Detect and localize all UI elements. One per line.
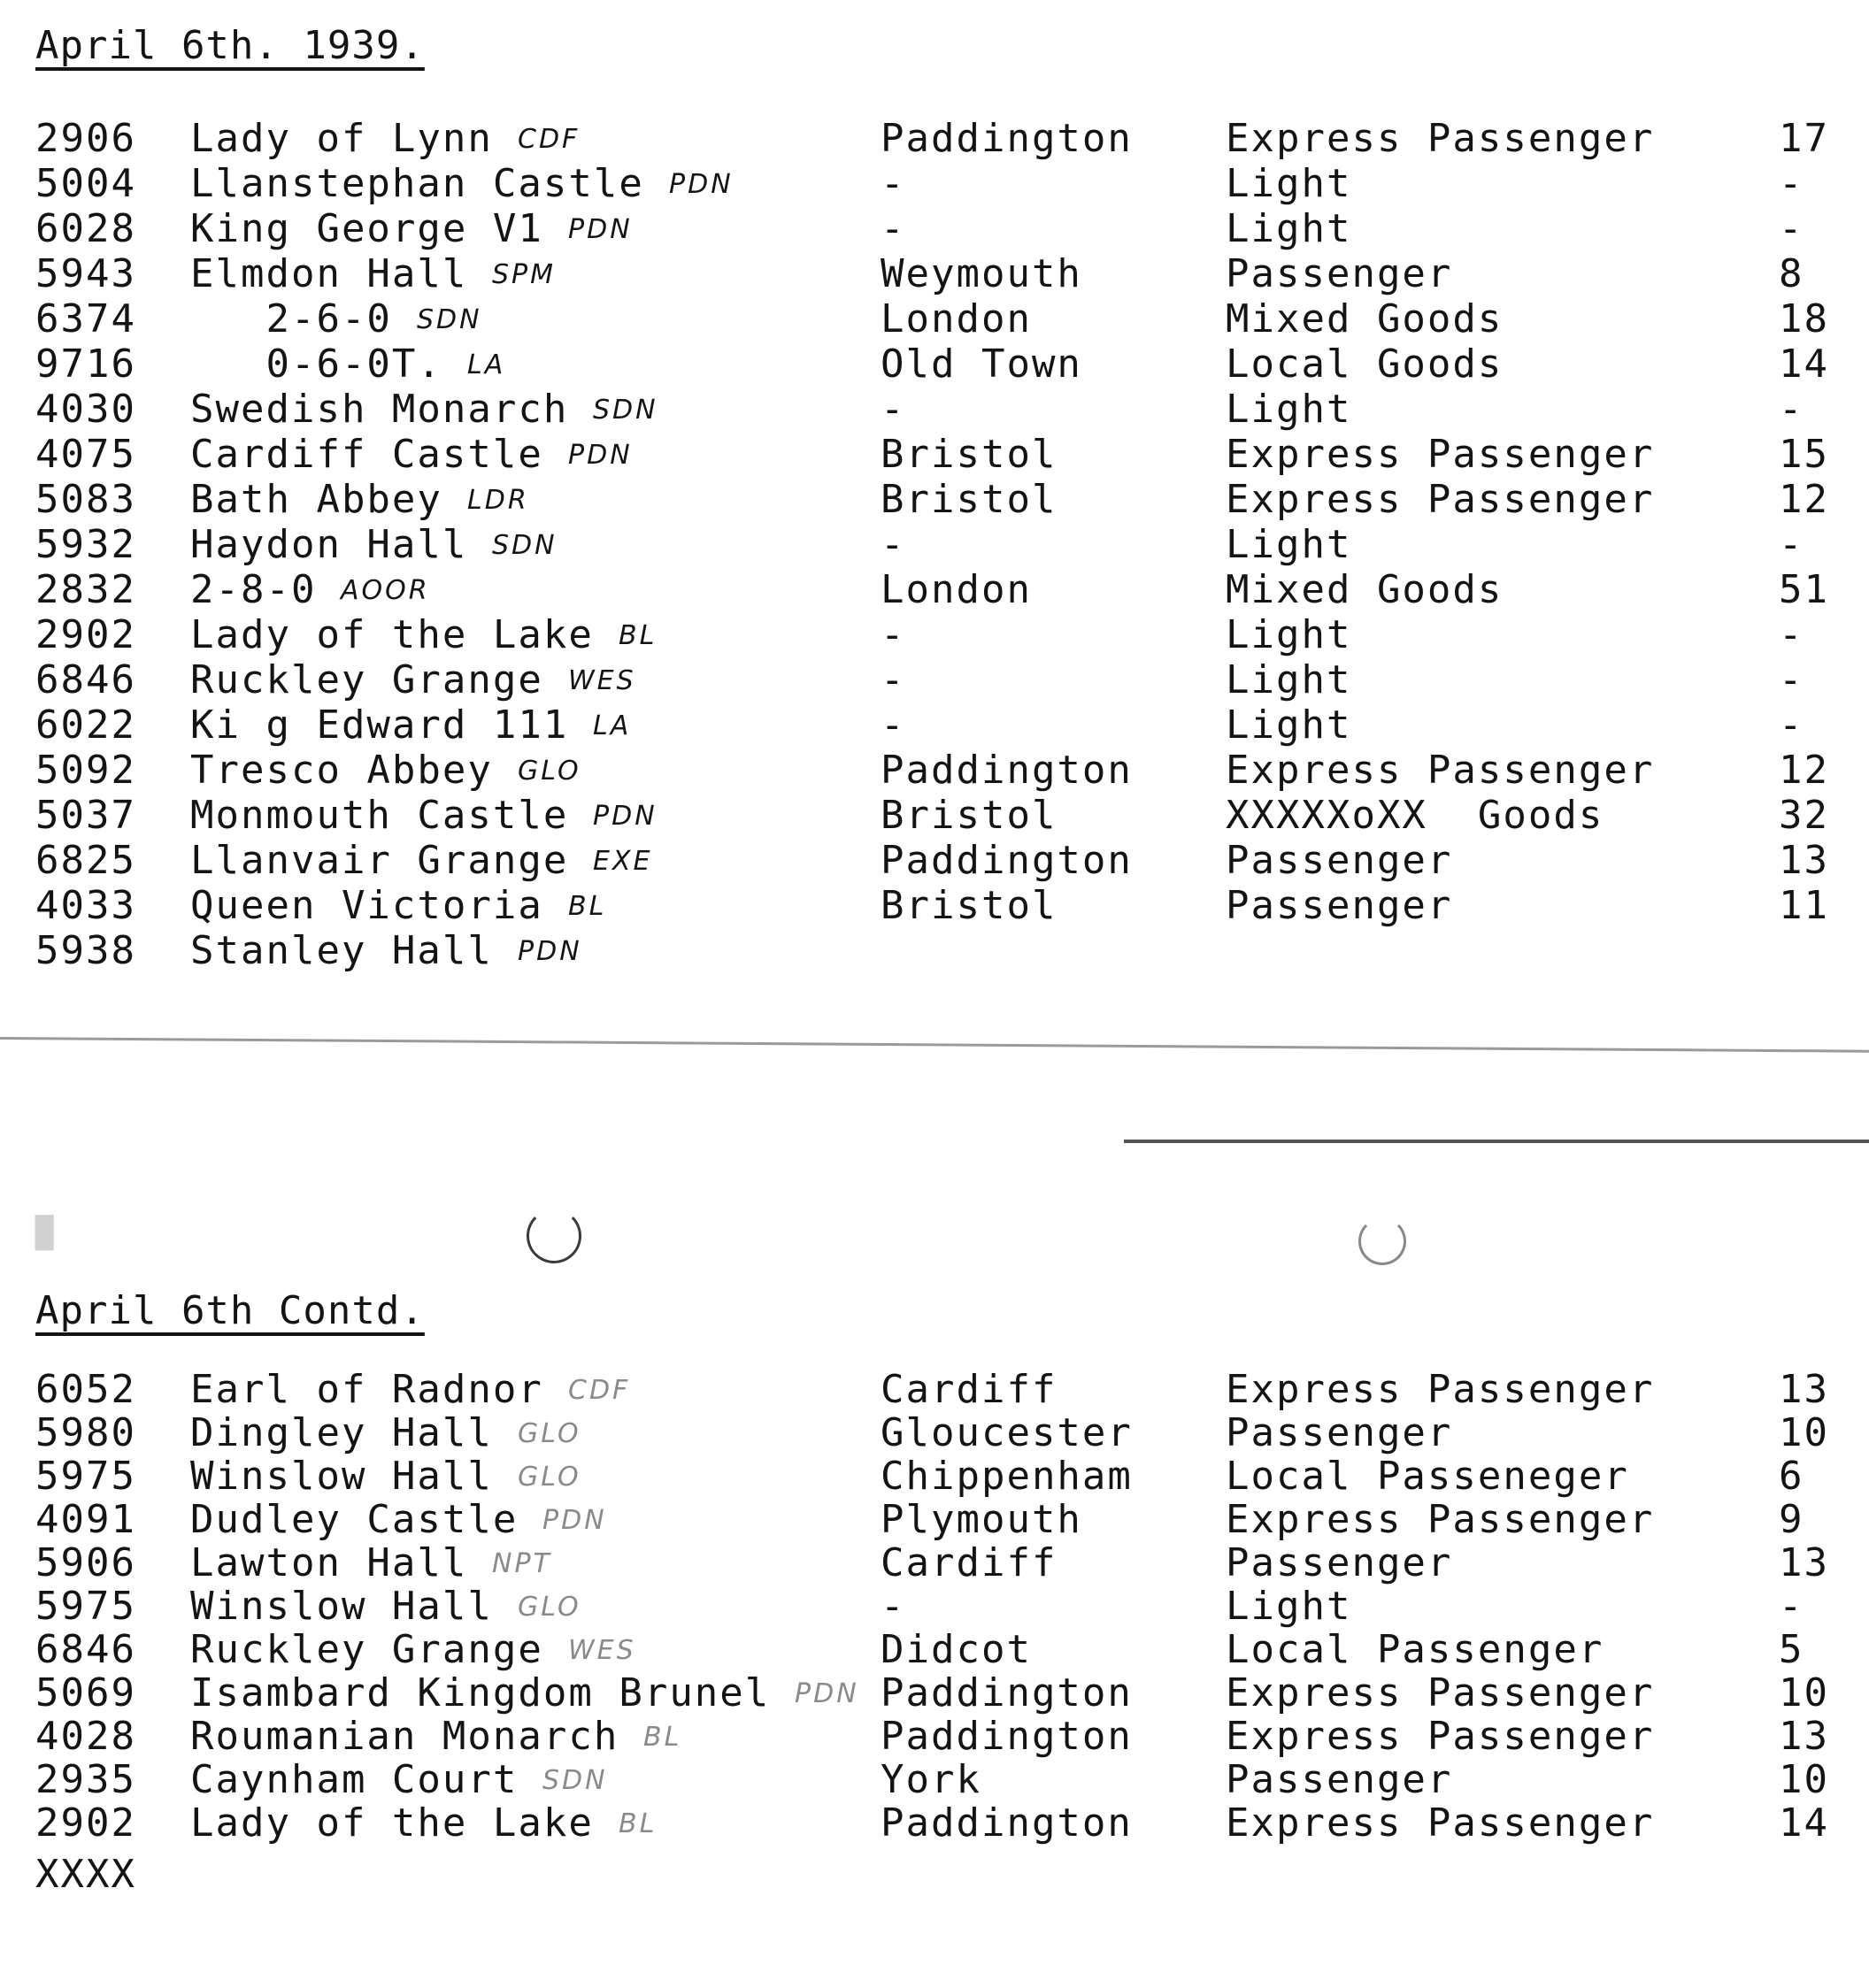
train-type: Light (1226, 206, 1352, 251)
load-count: 14 (1779, 342, 1829, 387)
shed-code: SDN (492, 530, 558, 561)
train-destination: - (881, 161, 906, 206)
train-type: Local Passenger (1226, 1627, 1604, 1672)
engine-number: 2935 (35, 1757, 136, 1802)
table-row (0, 884, 1869, 928)
engine-name: Winslow Hall (190, 1584, 493, 1629)
continuation-heading: April 6th Contd. (35, 1288, 425, 1333)
engine-name: King George V1 (190, 206, 543, 251)
table-row (0, 839, 1869, 883)
engine-number: 5004 (35, 161, 136, 206)
table-row (0, 1541, 1869, 1585)
page-title: April 6th. 1939. (35, 23, 425, 68)
engine-name: Swedish Monarch (190, 387, 569, 432)
load-count: - (1779, 387, 1804, 432)
train-destination: - (881, 612, 906, 657)
train-destination: Bristol (881, 883, 1058, 928)
engine-number: 2832 (35, 567, 136, 612)
train-type: Mixed Goods (1226, 296, 1504, 342)
shed-code: PDN (568, 440, 633, 471)
table-row (0, 703, 1869, 748)
engine-number: 5069 (35, 1670, 136, 1716)
engine-number: 5975 (35, 1454, 136, 1499)
shed-code: PDN (593, 801, 658, 832)
train-destination: - (881, 206, 906, 251)
engine-number: 5975 (35, 1584, 136, 1629)
train-destination: Plymouth (881, 1497, 1082, 1542)
engine-number: 2902 (35, 1800, 136, 1846)
train-destination: Old Town (881, 342, 1082, 387)
table-row (0, 523, 1869, 567)
engine-name: 2-6-0 (190, 296, 392, 342)
engine-name: Bath Abbey (190, 477, 442, 522)
engine-name: Roumanian Monarch (190, 1714, 619, 1759)
train-destination: Cardiff (881, 1367, 1058, 1412)
train-destination: - (881, 702, 906, 748)
shed-code: LDR (467, 485, 529, 516)
train-destination: - (881, 1584, 906, 1629)
train-type: Express Passenger (1226, 1670, 1655, 1716)
engine-name: 2-8-0 (190, 567, 317, 612)
load-count: 10 (1779, 1410, 1829, 1455)
table-row (0, 658, 1869, 702)
load-count: - (1779, 206, 1804, 251)
load-count: 13 (1779, 838, 1829, 883)
engine-name: Haydon Hall (190, 522, 468, 567)
engine-number: 5938 (35, 928, 136, 973)
load-count: 8 (1779, 251, 1804, 296)
shed-code: PDN (669, 169, 734, 200)
engine-name: Llanvair Grange (190, 838, 569, 883)
engine-name: Ki g Edward 111 (190, 702, 569, 748)
shed-code: SDN (593, 395, 658, 426)
engine-number: 6846 (35, 1627, 136, 1672)
shed-code: WES (568, 665, 636, 696)
table-row (0, 794, 1869, 838)
train-type: Express Passenger (1226, 1714, 1655, 1759)
train-type: Express Passenger (1226, 116, 1655, 161)
shed-code: WES (568, 1635, 636, 1666)
train-type: Passenger (1226, 1540, 1453, 1585)
table-row (0, 1368, 1869, 1412)
engine-name: Llanstephan Castle (190, 161, 644, 206)
engine-number: 6846 (35, 657, 136, 702)
engine-number: 5092 (35, 748, 136, 793)
shed-code: PDN (518, 936, 582, 967)
engine-number: 5932 (35, 522, 136, 567)
engine-number: 4091 (35, 1497, 136, 1542)
train-type: Passenger (1226, 251, 1453, 296)
table-row (0, 1455, 1869, 1499)
load-count: 13 (1779, 1540, 1829, 1585)
train-type: Express Passenger (1226, 432, 1655, 477)
shed-code: LA (467, 349, 506, 380)
train-destination: Gloucester (881, 1410, 1133, 1455)
engine-name: Ruckley Grange (190, 657, 543, 702)
shed-code: PDN (795, 1678, 859, 1709)
bleed-through-mark: █ (35, 1216, 54, 1251)
train-type: Express Passenger (1226, 1367, 1655, 1412)
train-destination: London (881, 296, 1032, 342)
load-count: 12 (1779, 477, 1829, 522)
load-count: - (1779, 522, 1804, 567)
engine-name: Ruckley Grange (190, 1627, 543, 1672)
engine-number: 4033 (35, 883, 136, 928)
shed-code: LA (593, 710, 632, 741)
load-count: - (1779, 612, 1804, 657)
shed-code: GLO (518, 756, 581, 787)
shed-code: CDF (518, 124, 581, 155)
train-type: Passenger (1226, 838, 1453, 883)
engine-number: 4075 (35, 432, 136, 477)
train-destination: Bristol (881, 793, 1058, 838)
table-row (0, 162, 1869, 206)
engine-number: 5943 (35, 251, 136, 296)
engine-name: Queen Victoria (190, 883, 543, 928)
engine-name: Lady of the Lake (190, 1800, 594, 1846)
train-type: Light (1226, 387, 1352, 432)
engine-number: 5980 (35, 1410, 136, 1455)
shed-code: SDN (417, 304, 482, 335)
load-count: 5 (1779, 1627, 1804, 1672)
train-type: Light (1226, 657, 1352, 702)
train-type: Passenger (1226, 1410, 1453, 1455)
train-type: Mixed Goods (1226, 567, 1504, 612)
engine-number: 5906 (35, 1540, 136, 1585)
shed-code: BL (568, 891, 607, 922)
bottom-sheet (0, 1136, 1869, 1909)
train-destination: - (881, 522, 906, 567)
trailing-mark-row (0, 1853, 1869, 1897)
shed-code: PDN (542, 1505, 607, 1536)
load-count: 15 (1779, 432, 1829, 477)
train-destination: Paddington (881, 748, 1133, 793)
engine-name: 0-6-0T. (190, 342, 442, 387)
train-destination: Cardiff (881, 1540, 1058, 1585)
engine-name: Winslow Hall (190, 1454, 493, 1499)
table-row (0, 433, 1869, 477)
train-type: Light (1226, 1584, 1352, 1629)
load-count: 10 (1779, 1757, 1829, 1802)
table-row (0, 117, 1869, 161)
train-destination: London (881, 567, 1032, 612)
train-destination: Weymouth (881, 251, 1082, 296)
load-count: - (1779, 1584, 1804, 1629)
train-destination: Bristol (881, 477, 1058, 522)
table-row (0, 1758, 1869, 1802)
engine-name: Lady of the Lake (190, 612, 594, 657)
table-row (0, 613, 1869, 657)
load-count: - (1779, 657, 1804, 702)
shed-code: SDN (542, 1765, 608, 1796)
train-type: Light (1226, 161, 1352, 206)
train-type: Local Passeneger (1226, 1454, 1629, 1499)
load-count: 12 (1779, 748, 1829, 793)
train-type: Express Passenger (1226, 748, 1655, 793)
paper-clip-mark (1358, 1217, 1406, 1265)
shed-code: BL (619, 620, 658, 651)
table-row (0, 1411, 1869, 1455)
engine-number: 6825 (35, 838, 136, 883)
shed-code: SPM (492, 259, 557, 290)
table-row (0, 252, 1869, 296)
train-destination: Paddington (881, 838, 1133, 883)
load-count: 10 (1779, 1670, 1829, 1716)
train-type: XXXXXoXX Goods (1226, 793, 1604, 838)
engine-name: Stanley Hall (190, 928, 493, 973)
train-destination: Paddington (881, 1800, 1133, 1846)
train-destination: York (881, 1757, 981, 1802)
table-row (0, 1715, 1869, 1759)
train-type: Light (1226, 702, 1352, 748)
train-destination: Paddington (881, 1714, 1133, 1759)
load-count: 17 (1779, 116, 1829, 161)
shed-code: GLO (518, 1592, 581, 1623)
table-row (0, 929, 1869, 973)
train-destination: - (881, 657, 906, 702)
engine-name: Lawton Hall (190, 1540, 468, 1585)
shed-code: EXE (593, 846, 653, 877)
table-row (0, 297, 1869, 342)
shed-code: CDF (568, 1375, 631, 1406)
engine-number: 4028 (35, 1714, 136, 1759)
train-type: Passenger (1226, 1757, 1453, 1802)
engine-name: Caynham Court (190, 1757, 519, 1802)
load-count: 13 (1779, 1367, 1829, 1412)
engine-number: 6022 (35, 702, 136, 748)
shed-code: GLO (518, 1462, 581, 1493)
engine-number: 4030 (35, 387, 136, 432)
table-row (0, 1498, 1869, 1542)
engine-number: 5037 (35, 793, 136, 838)
train-type: Express Passenger (1226, 477, 1655, 522)
train-destination: Bristol (881, 432, 1058, 477)
table-row (0, 1585, 1869, 1629)
train-type: Local Goods (1226, 342, 1504, 387)
paper-clip-mark (527, 1209, 581, 1263)
shed-code: NPT (492, 1548, 552, 1579)
engine-name: Elmdon Hall (190, 251, 468, 296)
engine-name: Earl of Radnor (190, 1367, 543, 1412)
table-row (0, 342, 1869, 387)
train-type: Light (1226, 612, 1352, 657)
engine-name: Dingley Hall (190, 1410, 493, 1455)
table-row (0, 1801, 1869, 1846)
load-count: 14 (1779, 1800, 1829, 1846)
engine-number: 2906 (35, 116, 136, 161)
engine-number: 5083 (35, 477, 136, 522)
load-count: 11 (1779, 883, 1829, 928)
engine-name: Dudley Castle (190, 1497, 519, 1542)
train-type: Express Passenger (1226, 1497, 1655, 1542)
table-row (0, 1671, 1869, 1716)
table-row (0, 748, 1869, 793)
table-row (0, 207, 1869, 251)
engine-name: Cardiff Castle (190, 432, 543, 477)
engine-number: 9716 (35, 342, 136, 387)
engine-name: Monmouth Castle (190, 793, 569, 838)
train-type: Passenger (1226, 883, 1453, 928)
page-edge-line (1124, 1140, 1869, 1143)
table-row (0, 478, 1869, 522)
table-row (0, 568, 1869, 612)
load-count: - (1779, 161, 1804, 206)
load-count: - (1779, 702, 1804, 748)
train-destination: Paddington (881, 116, 1133, 161)
train-destination: Didcot (881, 1627, 1032, 1672)
shed-code: BL (643, 1722, 682, 1753)
load-count: 51 (1779, 567, 1829, 612)
load-count: 13 (1779, 1714, 1829, 1759)
engine-number: 6052 (35, 1367, 136, 1412)
shed-code: BL (619, 1808, 658, 1839)
table-row (0, 1628, 1869, 1672)
engine-number: 2902 (35, 612, 136, 657)
engine-name: Lady of Lynn (190, 116, 493, 161)
train-type: Light (1226, 522, 1352, 567)
table-row (0, 388, 1869, 432)
shed-code: AOOR (341, 575, 430, 606)
load-count: 9 (1779, 1497, 1804, 1542)
engine-name: Isambard Kingdom Brunel (190, 1670, 771, 1716)
engine-number: 6028 (35, 206, 136, 251)
train-destination: - (881, 387, 906, 432)
shed-code: PDN (568, 214, 633, 245)
load-count: 18 (1779, 296, 1829, 342)
load-count: 6 (1779, 1454, 1804, 1499)
train-destination: Chippenham (881, 1454, 1133, 1499)
load-count: 32 (1779, 793, 1829, 838)
train-destination: Paddington (881, 1670, 1133, 1716)
engine-name: Tresco Abbey (190, 748, 493, 793)
struck-out-number: XXXX (35, 1852, 136, 1897)
train-type: Express Passenger (1226, 1800, 1655, 1846)
engine-number: 6374 (35, 296, 136, 342)
shed-code: GLO (518, 1418, 581, 1449)
